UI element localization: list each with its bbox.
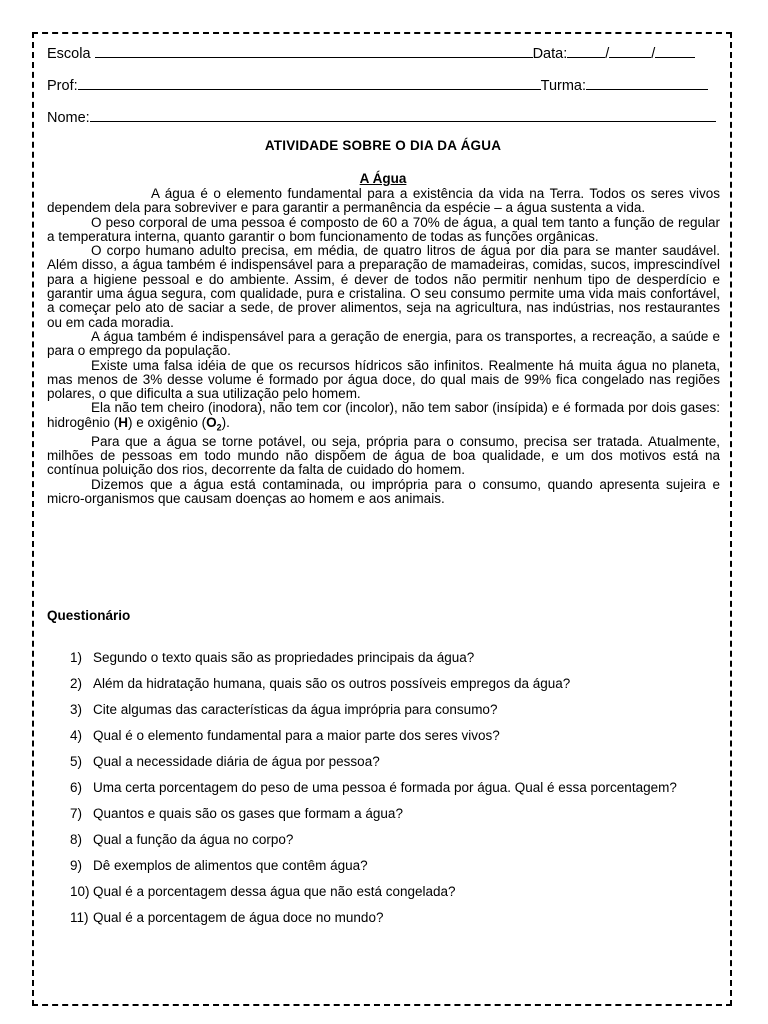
question-item: [70, 749, 720, 775]
question-text: Qual é o elemento fundamental para a maior parte dos seres vivos?: [93, 728, 500, 743]
prof-field[interactable]: [78, 76, 541, 90]
header-escola-line: [47, 44, 719, 63]
paragraph-5: Existe uma falsa idéia de que os recursos hídricos são infinitos. Realmente há muita água no planeta, mas menos de 3% desse volume é formado por água doce, do qual mais de 99% fica congelado nas regiões polares, o que dificulta a sua utilização pelo homem.: [47, 357, 720, 402]
p6-part-b: ) e oxigênio (: [128, 414, 207, 430]
data-label: Data:: [532, 46, 568, 62]
question-text: Cite algumas das características da água imprópria para consumo?: [93, 702, 498, 717]
question-list: [70, 645, 720, 931]
question-item: [70, 853, 720, 879]
document-title: ATIVIDADE SOBRE O DIA DA ÁGUA: [264, 138, 502, 153]
oxygen-letter: O: [206, 414, 217, 430]
question-number: 2): [70, 676, 83, 691]
question-item: [70, 697, 720, 723]
reading-text: [47, 187, 720, 506]
p6-part-c: ).: [221, 414, 230, 430]
paragraph-4: A água também é indispensável para a geração de energia, para os transportes, a recreação, a saúde e para o emprego da população.: [47, 328, 720, 359]
question-item: [70, 879, 720, 905]
question-number: 4): [70, 728, 83, 743]
question-text: Qual a necessidade diária de água por pessoa?: [93, 754, 380, 769]
header-prof-line: [47, 76, 719, 95]
question-item: [70, 671, 720, 697]
prof-label: Prof:: [47, 78, 78, 94]
oxygen-symbol: [206, 414, 222, 433]
p6-part-a: Ela não tem cheiro (inodora), não tem cor (incolor), não tem sabor (insípida) e é formada por dois gases: hidrogênio (: [47, 400, 720, 430]
question-item: [70, 801, 720, 827]
question-text: Além da hidratação humana, quais são os outros possíveis empregos da água?: [93, 676, 571, 691]
turma-field[interactable]: [586, 76, 708, 90]
question-number: 5): [70, 754, 83, 769]
question-item: [70, 905, 720, 931]
data-day-field[interactable]: [567, 44, 605, 58]
paragraph-8: Dizemos que a água está contaminada, ou imprópria para o consumo, quando apresenta sujeira e micro-organismos que causam doenças ao homem e aos animais.: [47, 476, 720, 506]
header-nome-line: [47, 108, 719, 127]
question-item: [70, 723, 720, 749]
question-number: 10): [70, 884, 90, 899]
question-number: 3): [70, 702, 83, 717]
question-number: 7): [70, 806, 83, 821]
paragraph-7: Para que a água se torne potável, ou seja, própria para o consumo, precisa ser tratada. Atualmente, milhões de pessoas em todo mundo não dispõem de água de boa qualidade, e um dos motivos está na contínua poluição dos rios, decorrente da falta de cuidado do homem.: [47, 433, 720, 478]
question-item: [70, 827, 720, 853]
oxygen-subscript: 2: [216, 422, 222, 433]
question-number: 9): [70, 858, 83, 873]
data-year-field[interactable]: [655, 44, 695, 58]
turma-label: Turma:: [540, 78, 587, 94]
date-slash-1: /: [605, 46, 610, 62]
question-text: Quantos e quais são os gases que formam a água?: [93, 806, 403, 821]
paragraph-2: O peso corporal de uma pessoa é composto de 60 a 70% de água, a qual tem tanto a função de regular a temperatura interna, quanto garantir o bom funcionamento de todas as funções orgânicas.: [47, 214, 720, 244]
question-text: Qual é a porcentagem de água doce no mundo?: [93, 910, 384, 925]
escola-label: Escola: [47, 46, 91, 62]
nome-field[interactable]: [90, 108, 716, 122]
nome-label: Nome:: [47, 110, 90, 126]
date-slash-2: /: [651, 46, 656, 62]
question-text: Uma certa porcentagem do peso de uma pessoa é formada por água. Qual é essa porcentagem?: [93, 780, 677, 795]
hydrogen-symbol: H: [118, 414, 129, 430]
text-title: A Água: [359, 171, 407, 186]
escola-field[interactable]: [95, 44, 533, 58]
question-item: [70, 775, 720, 801]
question-text: Qual a função da água no corpo?: [93, 832, 294, 847]
question-text: Qual é a porcentagem dessa água que não está congelada?: [93, 884, 456, 899]
paragraph-6: [47, 401, 720, 434]
question-item: [70, 645, 720, 671]
question-text: Segundo o texto quais são as propriedades principais da água?: [93, 650, 475, 665]
question-number: 1): [70, 650, 83, 665]
question-number: 8): [70, 832, 83, 847]
question-number: 6): [70, 780, 83, 795]
paragraph-1: A água é o elemento fundamental para a existência da vida na Terra. Todos os seres vivos dependem dela para sobreviver e para garantir a permanência da espécie – a água sustenta a vida.: [47, 186, 720, 216]
data-month-field[interactable]: [609, 44, 651, 58]
paragraph-3: O corpo humano adulto precisa, em média, de quatro litros de água por dia para se manter saudável. Além disso, a água também é indispensável para a preparação de mamadeiras, comidas, sucos, imprescindível para a higiene pessoal e do ambiente. Assim, é dever de todos não permitir nenhum tipo de desperdício e garantir uma água segura, com qualidade, pura e cristalina. O seu consumo permite uma vida mais confortável, a começar pelo ato de saciar a sede, de prover alimentos, seja na agricultura, nas indústrias, nos restaurantes ou em cada moradia.: [47, 243, 720, 330]
question-text: Dê exemplos de alimentos que contêm água?: [93, 858, 368, 873]
question-number: 11): [70, 910, 89, 925]
questionnaire-heading: Questionário: [47, 608, 131, 623]
